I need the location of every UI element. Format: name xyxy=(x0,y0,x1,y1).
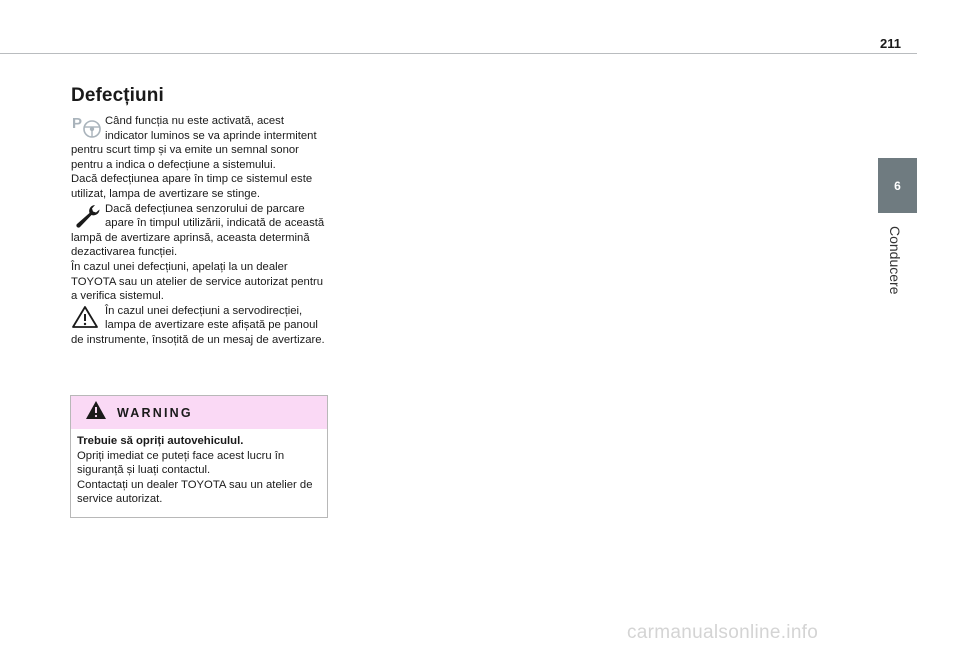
paragraph-text: Dacă defecțiunea apare în timp ce sistemul este utilizat, lampa de avertizare se stinge. xyxy=(71,173,313,200)
warning-triangle-icon xyxy=(71,304,105,330)
warning-box xyxy=(70,395,328,518)
paragraph-text: În cazul unei defecțiuni a servodirecției, lampa de avertizare este afișată pe panoul de instrumente, însoțită de un mesaj de avertizare. xyxy=(71,304,325,346)
warning-text: Opriți imediat ce puteți face acest lucru în siguranță și luați contactul. xyxy=(77,449,285,477)
servo-paragraph xyxy=(71,304,329,348)
watermark: carmanualsonline.info xyxy=(627,622,819,643)
warning-strong-line: Trebuie să opriți autovehiculul. xyxy=(77,435,244,447)
wrench-icon xyxy=(71,202,105,228)
page-number: 211 xyxy=(880,36,901,51)
chapter-number: 6 xyxy=(894,178,901,193)
warning-title: WARNING xyxy=(117,405,193,420)
chapter-label: Conducere xyxy=(887,226,903,295)
service-paragraph xyxy=(71,202,329,260)
warning-triangle-icon xyxy=(85,400,107,425)
paragraph-text: Dacă defecțiunea senzorului de parcare apare în timpul utilizării, indicată de această lampă de avertizare aprinsă, aceasta determină dezactivarea funcției. xyxy=(71,202,325,259)
top-rule xyxy=(0,53,917,54)
parking-indicator-paragraph xyxy=(71,114,329,172)
chapter-tab[interactable] xyxy=(878,158,917,213)
section-content xyxy=(71,85,329,348)
warning-text: Contactați un dealer TOYOTA sau un atelier de service autorizat. xyxy=(77,478,313,506)
warning-body xyxy=(71,429,327,507)
parking-sensor-indicator-icon xyxy=(71,114,105,140)
warning-header xyxy=(71,396,327,429)
paragraph-text: Când funcția nu este activată, acest indicator luminos se va aprinde intermitent pentru scurt timp și va emite un semnal sonor pentru a indica o defecțiune a sistemului. xyxy=(71,115,317,171)
svg-text:P: P xyxy=(72,115,83,132)
section-title: Defecțiuni xyxy=(71,85,164,106)
paragraph-text: În cazul unei defecțiuni, apelați la un dealer TOYOTA sau un atelier de service autorizat pentru a verifica sistemul. xyxy=(71,260,324,303)
